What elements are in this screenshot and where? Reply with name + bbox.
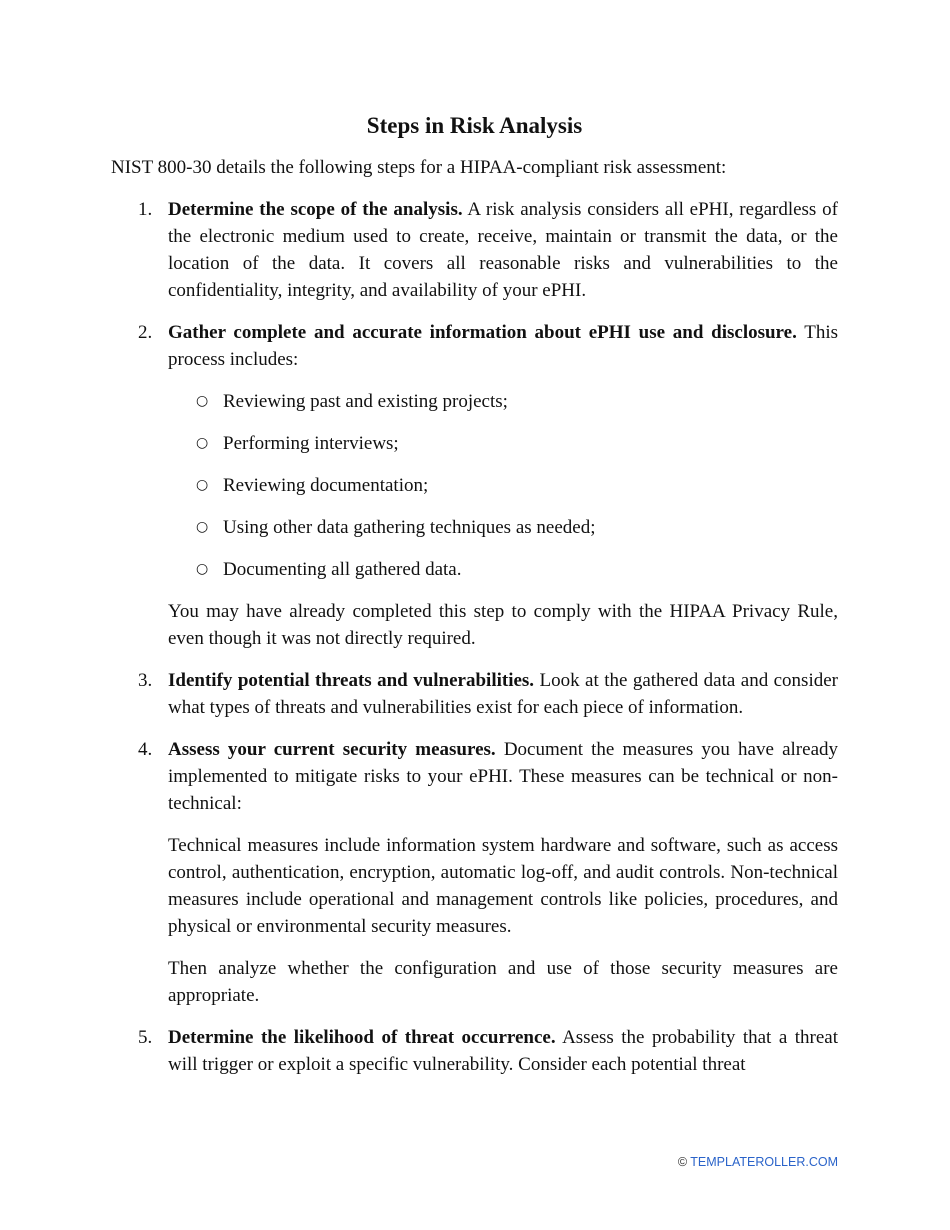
step-item: [111, 319, 838, 652]
list-item: [168, 430, 838, 457]
step-text: This process includes:: [168, 322, 839, 370]
step-detail-paragraph: Technical measures include information system hardware and software, such as access control, authentication, encryption, automatic log-off, and audit controls. Non-technical measures include operational and management controls like policies, procedures, and physical or environmental security measures.: [168, 835, 838, 937]
step-text: Document the measures you have already implemented to mitigate risks to your ePHI. These measures can be technical or non-technical:: [168, 739, 838, 814]
page-title: Steps in Risk Analysis: [366, 113, 583, 138]
step-item: [111, 667, 838, 721]
templateroller-link[interactable]: TEMPLATEROLLER.COM: [690, 1155, 838, 1169]
steps-list: [111, 196, 838, 1078]
step-number: 2.: [138, 322, 153, 343]
step-lead: Gather complete and accurate information about ePHI use and disclosure.: [168, 322, 797, 343]
bullet-circle-icon: ○: [196, 435, 209, 451]
step-number: 3.: [138, 670, 153, 691]
document-page: [111, 110, 838, 1093]
step-number: 5.: [138, 1027, 153, 1048]
sub-bullet-list: [168, 388, 838, 583]
step-followup-paragraph: You may have already completed this step to comply with the HIPAA Privacy Rule, even though it was not directly required.: [168, 601, 838, 649]
list-item-text: Using other data gathering techniques as needed;: [223, 517, 596, 538]
copyright-symbol: ©: [677, 1155, 691, 1169]
footer-credit: [678, 1155, 838, 1169]
step-text: A risk analysis considers all ePHI, regardless of the electronic medium used to create, receive, maintain or transmit the data, or the location of the data. It covers all reasonable risks and vulnerabilities to the confidentiality, integrity, and availability of your ePHI.: [168, 199, 838, 301]
step-number: 4.: [138, 739, 153, 760]
list-item: [168, 556, 838, 583]
step-item: [111, 736, 838, 1009]
step-paragraph: [168, 1024, 838, 1078]
step-detail-paragraph: Then analyze whether the configuration and use of those security measures are appropriate.: [168, 958, 838, 1006]
list-item: [168, 388, 838, 415]
bullet-circle-icon: ○: [196, 477, 209, 493]
step-lead: Determine the likelihood of threat occurrence.: [168, 1027, 556, 1048]
step-text: Look at the gathered data and consider what types of threats and vulnerabilities exist for each piece of information.: [168, 670, 838, 718]
bullet-circle-icon: ○: [196, 561, 209, 577]
step-paragraph: [168, 319, 838, 373]
step-item: [111, 1024, 838, 1078]
list-item-text: Documenting all gathered data.: [223, 559, 462, 580]
bullet-circle-icon: ○: [196, 519, 209, 535]
step-paragraph: [168, 667, 838, 721]
step-text: Assess the probability that a threat will trigger or exploit a specific vulnerability. Consider each potential threat: [168, 1027, 838, 1075]
list-item-text: Reviewing past and existing projects;: [223, 391, 508, 412]
step-number: 1.: [138, 199, 153, 220]
step-lead: Identify potential threats and vulnerabilities.: [168, 670, 535, 691]
step-lead: Determine the scope of the analysis.: [168, 199, 463, 220]
step-lead: Assess your current security measures.: [168, 739, 496, 760]
list-item-text: Performing interviews;: [223, 433, 399, 454]
bullet-circle-icon: ○: [196, 393, 209, 409]
step-item: [111, 196, 838, 304]
step-paragraph: [168, 736, 838, 817]
list-item-text: Reviewing documentation;: [223, 475, 429, 496]
list-item: [168, 472, 838, 499]
intro-paragraph: NIST 800-30 details the following steps for a HIPAA-compliant risk assessment:: [111, 157, 727, 178]
list-item: [168, 514, 838, 541]
step-paragraph: [168, 196, 838, 304]
